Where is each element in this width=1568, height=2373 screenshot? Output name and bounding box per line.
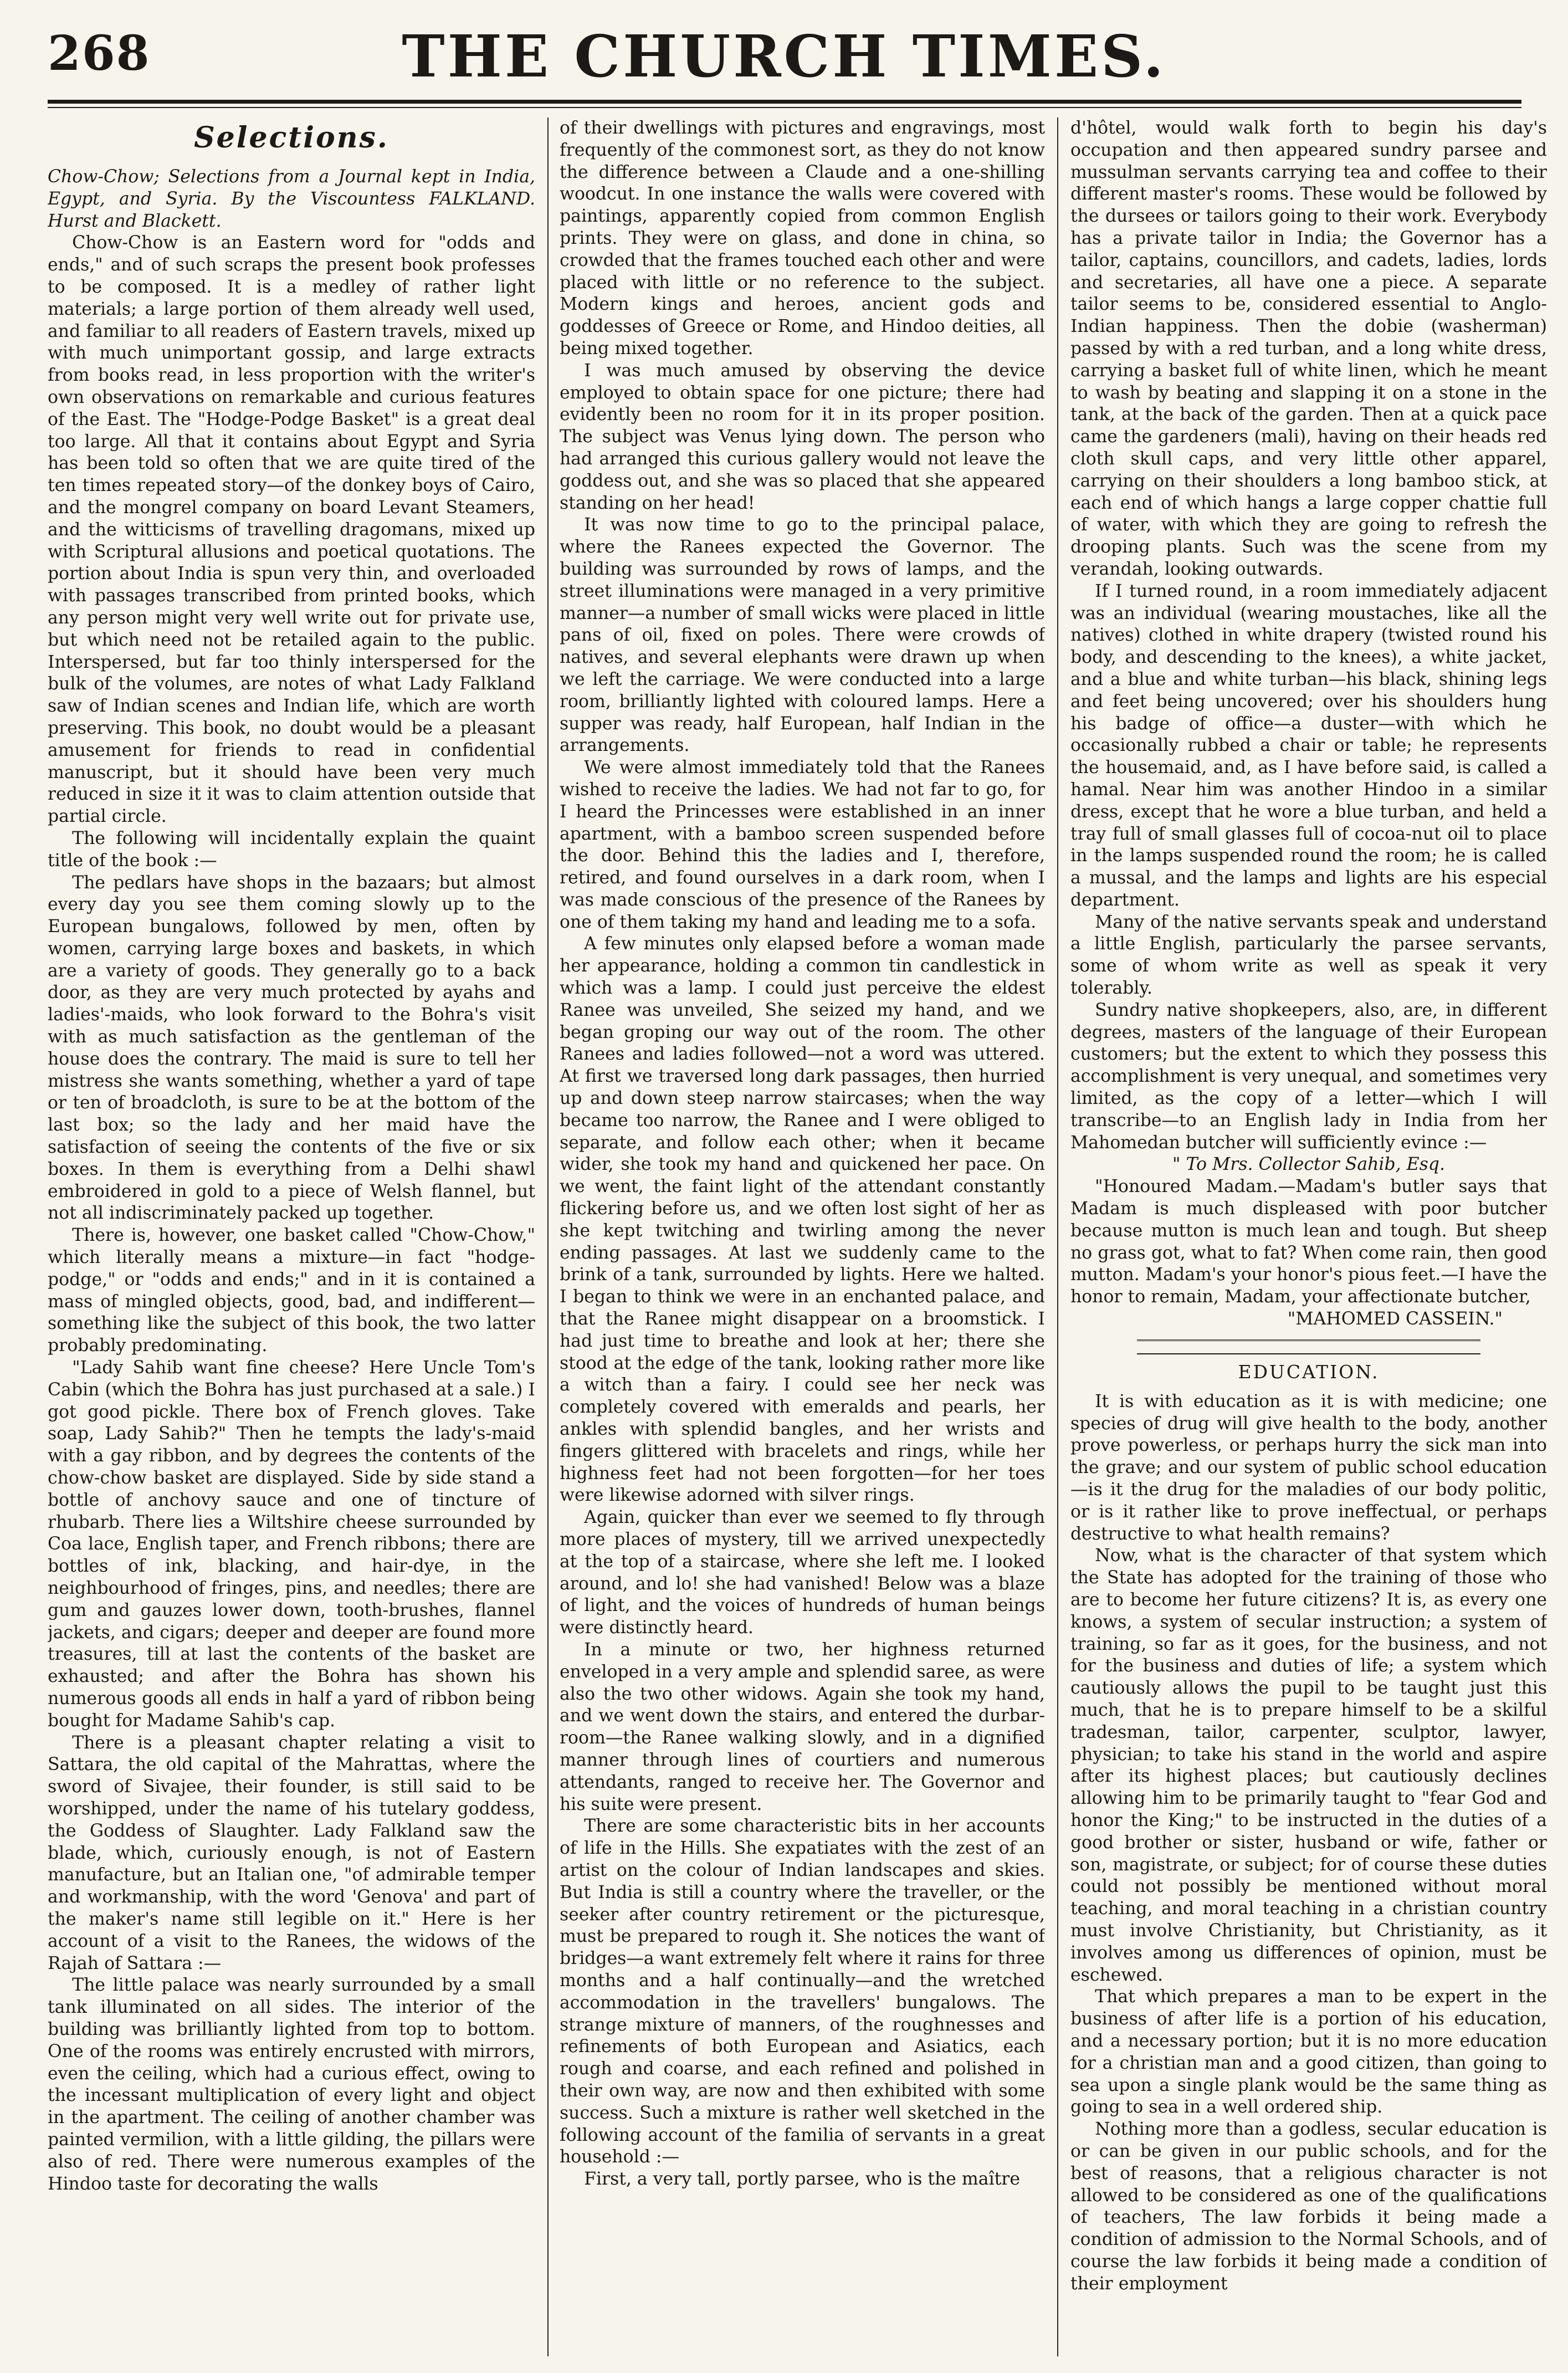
paragraph: The pedlars have shops in the bazaars; but almost every day you see them coming slowly up to the European bungalows, followed by men, often by women, carrying large boxes and baskets, in which are a variety of goods. They generally go to a back door, as they are very much protected by ayahs and ladies'-maids, who look forward to the Bohra's visit with as much satisfaction as the gentleman of the house does the contrary. The maid is sure to tell her mistress she wants something, whether a yard of tape or ten of broadcloth, is sure to be at the bottom of the last box; so the lady and her maid have the satisfaction of seeing the contents of the five or six boxes. In them is everything from a Delhi shawl embroidered in gold to a piece of Welsh flannel, but not all indiscriminately packed up together.	[48, 872, 535, 1224]
header-rule-thin	[48, 107, 1521, 108]
paragraph: I was much amused by observing the device employed to obtain space for one picture; there had evidently been no room for it in its proper position. The subject was Venus lying down. The person who had arranged this curious gallery would not leave the goddess out, and she was so placed that she appeared standing on her head!	[560, 360, 1045, 513]
paragraph: A few minutes only elapsed before a woman made her appearance, holding a common tin candlestick in which was a lamp. I could just perceive the eldest Ranee was unveiled, She seized my hand, and we began groping our way out of the room. The other Ranees and ladies followed—not a word was uttered. At first we traversed long dark passages, then hurried up and down steep narrow staircases; when the way became too narrow, the Ranee and I were obliged to separate, and follow each other; when it became wider, she took my hand and quickened her pace. On we went, the faint light of the attendant constantly flickering before us, and we often lost sight of her as she kept twitching and twirling among the never ending passages. At last we suddenly came to the brink of a tank, surrounded by lights. Here we halted. I began to think we were in an enchanted palace, and that the Ranee might disappear on a broomstick. I had just time to breathe and look at her; there she stood at the edge of the tank, looking rather more like a witch than a fairy. I could see her neck was completely covered with emeralds and pearls, her ankles with splendid bangles, and her wrists and fingers glittered with bracelets and rings, while her highness feet had not been forgotten—for her toes were likewise adorned with silver rings.	[560, 934, 1045, 1506]
section-title: Selections.	[194, 121, 389, 155]
review-citation: Chow-Chow; Selections from a Journal kept in India, Egypt, and Syria. By the Viscountess FALKLAND. Hurst and Blackett.	[48, 167, 535, 231]
paragraph: There are some characteristic bits in her accounts of life in the Hills. She expatiates with the zest of an artist on the colour of Indian landscapes and skies. But India is still a country where the traveller, or the seeker after country retirement or the picturesque, must be prepared to rough it. She notices the want of bridges—a want extremely felt where it rains for three months and a half continually—and the wretched accommodation in the travellers' bungalows. The strange mixture of manners, of the roughnesses and refinements of both European and Asiatics, each rough and coarse, and each refined and polished in their own way, are now and then exhibited with some success. Such a mixture is rather well sketched in the following account of the familia of servants in a great household :—	[560, 1816, 1045, 2167]
paragraph: The following will incidentally explain the quaint title of the book :—	[48, 828, 535, 871]
paragraph: Chow-Chow is an Eastern word for "odds and ends," and of such scraps the present book professes to be composed. It is a medley of rather light materials; a large portion of them already well used, and familiar to all readers of Eastern travels, mixed up with much unimportant gossip, and large extracts from books read, in less proportion with the writer's own observations on remarkable and curious features of the East. The "Hodge-Podge Basket" is a great deal too large. All that it contains about Egypt and Syria has been told so often that we are quite tired of the ten times repeated story—of the donkey boys of Cairo, and the mongrel company on board Levant Steamers, and the witticisms of travelling dragomans, mixed up with Scriptural allusions and poetical quotations. The portion about India is spun very thin, and overloaded with passages transcribed from printed books, which any person might very well write out for private use, but which need not be retailed again to the public. Interspersed, but far too thinly interspersed for the bulk of the volumes, are notes of what Lady Falkland saw of Indian scenes and Indian life, which are worth preserving. This book, no doubt would be a pleasant amusement for friends to read in confidential manuscript, but it should have been very much reduced in size it it was to claim attention outside that partial circle.	[48, 233, 535, 827]
column-divider-2	[1057, 117, 1058, 2356]
paragraph: If I turned round, in a room immediately adjacent was an individual (wearing moustaches, like all the natives) clothed in white drapery (twisted round his body, and descending to the knees), a white jacket, and a blue and white turban—his black, shining legs and feet being uncovered; over his shoulders hung his badge of office—a duster—with which he occasionally rubbed a chair or table; he represents the housemaid, and, as I have before said, is called a hamal. Near him was another Hindoo in a similar dress, except that he wore a blue turban, and held a tray full of small glasses full of cocoa-nut oil to place in the lamps suspended round the room; he is called a mussal, and the lamps and lights are his especial department.	[1070, 581, 1547, 910]
paragraph: Sundry native shopkeepers, also, are, in different degrees, masters of the language of their European customers; but the extent to which they possess this accomplishment is very unequal, and sometimes very limited, as the copy of a letter—which I will transcribe—to an English lady in India from her Mahomedan butcher will sufficiently evince :—	[1070, 1000, 1547, 1153]
section-ornament-rule	[1137, 1339, 1480, 1354]
paragraph: There is a pleasant chapter relating a visit to Sattara, the old capital of the Mahrattas, where the sword of Sivajee, their founder, is still said to be worshipped, under the name of his tutelary goddess, the Goddess of Slaughter. Lady Falkland saw the blade, which, curiously enough, is not of Eastern manufacture, but an Italian one, "of admirable temper and workmanship, with the word 'Genova' and part of the maker's name still legible on it." Here is her account of a visit to the Ranees, the widows of the Rajah of Sattara :—	[48, 1732, 535, 1973]
paragraph: Many of the native servants speak and understand a little English, particularly the parsee servants, some of whom write as well as speak it very tolerably.	[1070, 912, 1547, 999]
paragraph: d'hôtel, would walk forth to begin his day's occupation and then appeared sundry parsee and mussulman servants carrying tea and coffee to their different master's rooms. These would be followed by the dursees or tailors going to their work. Everybody has a private tailor in India; the Governor has a tailor, captains, councillors, and cadets, ladies, lords and secretaries, all have one a piece. A separate tailor seems to be, considered essential to Anglo-Indian happiness. Then the dobie (washerman) passed by with a red turban, and a long white dress, carrying a basket full of white linen, which he meant to wash by beating and slapping it on a stone in the tank, at the back of the garden. Then at a quick pace came the gardeners (mali), having on their heads red cloth skull caps, and very little other apparel, carrying on their shoulders a long bamboo stick, at each end of which hangs a large copper chattie full of water, with which they are going to refresh the drooping plants. Such was the scene from my verandah, looking outwards.	[1070, 118, 1547, 579]
paragraph: It is with education as it is with medicine; one species of drug will give health to the body, another prove powerless, or perhaps hurry the sick man into the grave; and our system of public school education—is it the drug for the maladies of our body politic, or is it rather like to prove ineffectual, or perhaps destructive to what health remains?	[1070, 1391, 1547, 1544]
paragraph: We were almost immediately told that the Ranees wished to receive the ladies. We had not far to go, for I heard the Princesses were established in an inner apartment, with a bamboo screen suspended before the door. Behind this the ladies and I, therefore, retired, and found ourselves in a dark room, when I was made conscious of the presence of the Ranees by one of them taking my hand and leading me to a sofa.	[560, 758, 1045, 932]
paragraph: There is, however, one basket called "Chow-Chow," which literally means a mixture—in fact "hodge-podge," or "odds and ends;" and in it is contained a mass of mingled objects, good, bad, and indifferent—something like the subject of this book, the two latter probably predominating.	[48, 1225, 535, 1356]
education-heading: EDUCATION.	[1238, 1361, 1380, 1383]
paragraph: First, a very tall, portly parsee, who is the maître	[584, 2169, 1021, 2190]
paragraph: of their dwellings with pictures and engravings, most frequently of the commonest sort, as they do not know the difference between a Claude and a one-shilling woodcut. In one instance the walls were covered with paintings, apparently copied from common English prints. They were on glass, and done in china, so crowded that the frames touched each other and were placed with little or no reference to the subject. Modern kings and heroes, ancient gods and goddesses of Greece or Rome, and Hindoo deities, all being mixed together.	[560, 118, 1045, 359]
header-rule-thick	[48, 100, 1521, 104]
paragraph: Again, quicker than ever we seemed to fly through more places of mystery, till we arrived unexpectedly at the top of a staircase, where she left me. I looked around, and lo! she had vanished! Below was a blaze of light, and the voices of hundreds of human beings were distinctly heard.	[560, 1507, 1045, 1638]
paragraph: The little palace was nearly surrounded by a small tank illuminated on all sides. The interior of the building was brilliantly lighted from top to bottom. One of the rooms was entirely encrusted with mirrors, even the ceiling, which had a curious effect, owing to the incessant multiplication of every light and object in the apartment. The ceiling of another chamber was painted vermilion, with a little gilding, the pillars were also of red. There were numerous examples of the Hindoo taste for decorating the walls	[48, 1975, 535, 2194]
paragraph: Nothing more than a godless, secular education is or can be given in our public schools, and for the best of reasons, that a religious character is not allowed to be considered as one of the qualifications of teachers, The law forbids it being made a condition of admission to the Normal Schools, and of course the law forbids it being made a condition of their employment	[1070, 2119, 1547, 2294]
letter-signature: "MAHOMED CASSEIN."	[1287, 1309, 1503, 1329]
letter-salutation: " To Mrs. Collector Sahib, Esq.	[1172, 1154, 1445, 1175]
letter-body: "Honoured Madam.—Madam's butler says that Madam is much displeased with poor butcher because mutton is much lean and tough. But sheep no grass got, what to fat? When come rain, then good mutton. Madam's your honor's pious feet.—I have the honor to remain, Madam, your affectionate butcher,	[1070, 1177, 1547, 1307]
column-1	[48, 117, 535, 2356]
page-number: 268	[48, 25, 151, 81]
paragraph: In a minute or two, her highness returned enveloped in a very ample and splendid saree, as were also the two other widows. Again she took my hand, and we went down the stairs, and entered the durbar-room—the Ranee walking slowly, and in a dignified manner through lines of courtiers and numerous attendants, ranged to receive her. The Governor and his suite were present.	[560, 1639, 1045, 1814]
paragraph: It was now time to go to the principal palace, where the Ranees expected the Governor. The building was surrounded by rows of lamps, and the street illuminations were managed in a very primitive manner—a number of small wicks were placed in little pans of oil, fixed on poles. There were crowds of natives, and several elephants were drawn up when we left the carriage. We were conducted into a large room, brilliantly lighted with coloured lamps. Here a supper was ready, half European, half Indian in the arrangements.	[560, 515, 1045, 756]
column-2	[560, 117, 1045, 2356]
paragraph: That which prepares a man to be expert in the business of after life is a portion of his education, and a necessary portion; but it is no more education for a christian man and a good citizen, than going to sea upon a single plank would be the same thing as going to sea in a well ordered ship.	[1070, 1987, 1547, 2118]
masthead-title: THE CHURCH TIMES.	[402, 22, 1166, 90]
page-header	[0, 0, 1568, 105]
paragraph: "Lady Sahib want fine cheese? Here Uncle Tom's Cabin (which the Bohra has just purchased at a sale.) I got good pickle. There box of French gloves. Take soap, Lady Sahib?" Then he tempts the lady's-maid with a gay ribbon, and by degrees the contents of the chow-chow basket are displayed. Side by side stand a bottle of anchovy sauce and one of tincture of rhubarb. There lies a Wiltshire cheese surrounded by Coa lace, English taper, and French ribbons; there are bottles of ink, blacking, and hair-dye, in the neighbourhood of fringes, pins, and needles; there are gum and gauzes lower down, tooth-brushes, flannel jackets, and cigars; deeper and deeper are found more treasures, till at last the contents of the basket are exhausted; and after the Bohra has shown his numerous goods all ends in half a yard of ribbon being bought for Madame Sahib's cap.	[48, 1358, 535, 1731]
column-divider-1	[547, 117, 549, 2356]
column-3	[1070, 117, 1547, 2356]
paragraph: Now, what is the character of that system which the State has adopted for the training of those who are to become her future citizens? It is, as every one knows, a system of secular instruction; a system of training, so far as it goes, for the business, and not for the business and duties of life; a system which cautiously allows the pupil to be taught just this much, that he is to prepare himself to be a skilful tradesman, tailor, carpenter, sculptor, lawyer, physician; to take his stand in the world and aspire after its highest places; but cautiously declines allowing him to be primarily taught to "fear God and honor the King;" to be instructed in the duties of a good brother or sister, husband or wife, father or son, magistrate, or subject; for of course these duties could not possibly be mentioned without moral teaching, and moral teaching in a christian country must involve Christianity, but Christianity, as it involves among us differences of opinion, must be eschewed.	[1070, 1546, 1547, 1985]
